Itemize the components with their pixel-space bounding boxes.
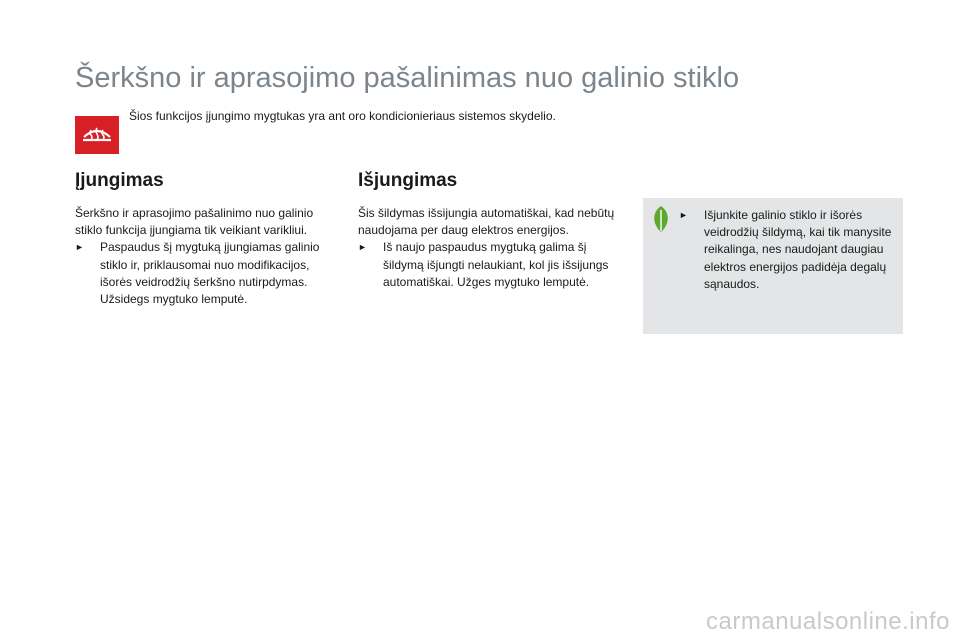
bullet-arrow-icon: ►	[679, 210, 688, 220]
on-paragraph: Šerkšno ir aprasojimo pašalinimo nuo galinio stiklo funkcija įjungiama tik veikiant varikliui.	[75, 206, 314, 238]
green-leaf-icon	[650, 204, 672, 234]
on-bullet	[75, 239, 337, 308]
off-section	[358, 170, 626, 291]
bullet-arrow-icon: ►	[358, 242, 367, 253]
on-bullet-text: Paspaudus šį mygtuką įjungiamas galinio stiklo ir, priklausomai nuo modifikacijos, išorės veidrodžių šerkšno nutirpdymas. Užsidegs mygtuko lemputė.	[100, 240, 320, 307]
on-section	[75, 170, 337, 308]
off-heading: Išjungimas	[358, 170, 458, 191]
rear-defrost-icon	[75, 116, 119, 154]
note-bullet-text: Išjunkite galinio stiklo ir išorės veidrodžių šildymą, kai tik manysite reikalinga, nes naudojant daugiau elektros energijos padidėja degalų sąnaudos.	[704, 208, 892, 291]
rear-defrost-button-icon	[75, 116, 119, 154]
on-heading: Įjungimas	[75, 170, 164, 191]
off-paragraph: Šis šildymas išsijungia automatiškai, kad nebūtų naudojama per daug elektros energijos.	[358, 206, 615, 238]
eco-note-box	[643, 198, 903, 334]
bullet-arrow-icon: ►	[75, 242, 84, 253]
watermark: carmanualsonline.info	[706, 608, 950, 635]
off-bullet-text: Iš naujo paspaudus mygtuką galima šį šildymą išjungti nelaukiant, kol jis išsijungs automatiškai. Užges mygtuko lemputė.	[383, 240, 609, 289]
off-bullet	[358, 239, 626, 291]
intro-text: Šios funkcijos įjungimo mygtukas yra ant oro kondicionieriaus sistemos skydelio.	[129, 109, 556, 123]
note-bullet	[679, 207, 897, 293]
page-title: Šerkšno ir aprasojimo pašalinimas nuo galinio stiklo	[75, 62, 740, 94]
